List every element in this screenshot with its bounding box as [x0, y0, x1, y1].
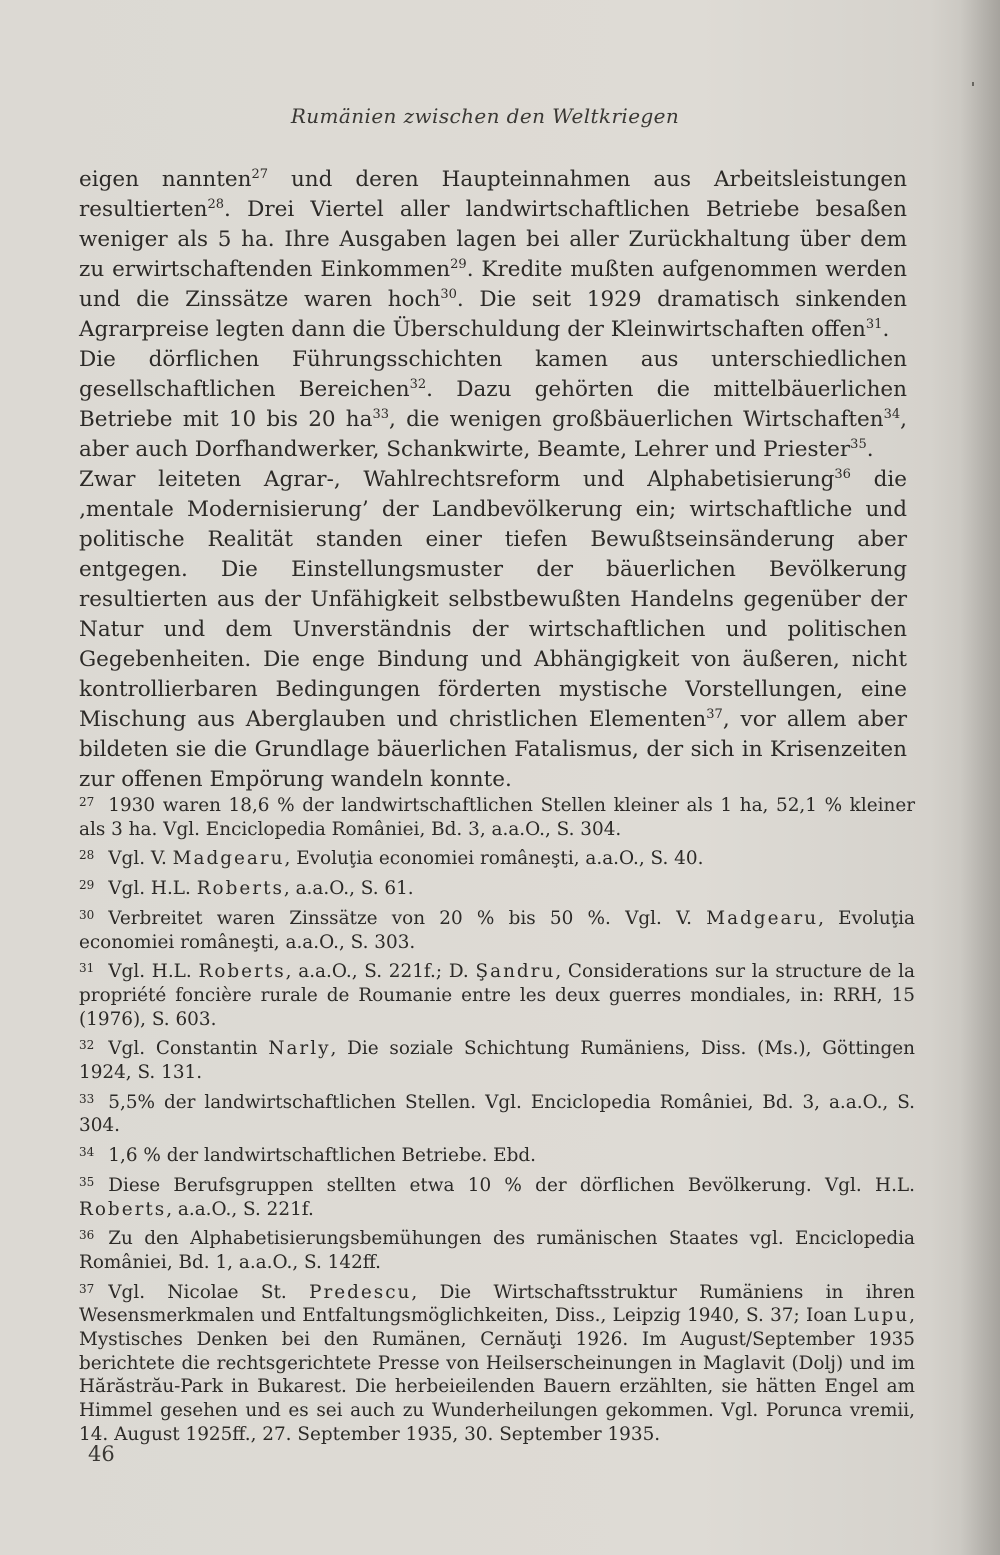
footnote-number: 29 [79, 878, 95, 893]
footnote-text: Vgl. Nicolae St. [108, 1281, 310, 1303]
footnote-text: Vgl. Constantin [108, 1038, 269, 1060]
footnote-text: , a.a.O., S. 61. [283, 878, 414, 900]
footnote-31 [79, 957, 915, 1031]
footnote-35 [79, 1171, 915, 1221]
footnote-ref[interactable]: 27 [251, 167, 268, 182]
footnote-number: 35 [79, 1174, 95, 1189]
footnote-text: Verbreitet waren Zinssätze von 20 % bis 50 %. Vgl. V. [108, 907, 707, 929]
footnote-number: 27 [79, 795, 95, 809]
footnote-author: Madgearu [706, 907, 819, 929]
footnote-author: Madgearu [172, 848, 285, 870]
text-run: . [882, 317, 890, 342]
paragraph-3 [79, 465, 907, 795]
text-run: und deren Haupteinnahmen aus Arbeitsleistungen resultierten [79, 167, 907, 222]
text-run: eigen nannten [79, 167, 252, 192]
footnote-text: 5,5% der landwirtschaftlichen Stellen. Vgl. Enciclopedia României, Bd. 3, a.a.O., S. 304. [79, 1091, 915, 1137]
page-mark [972, 82, 974, 86]
text-run: , die wenigen großbäuerlichen Wirtschaften [389, 407, 884, 432]
footnote-ref[interactable]: 33 [372, 407, 390, 422]
text-run: , aber auch Dorfhandwerker, Schankwirte, Beamte, Lehrer und Priester [79, 407, 907, 462]
text-run: . Drei Viertel aller landwirtschaftlichen Betriebe besaßen weniger als 5 ha. Ihre Ausgaben lagen bei aller Zurückhaltung über dem zu erwirtschaftenden Einkommen [79, 197, 907, 282]
footnote-text: , Die soziale Schichtung Rumäniens, Diss. (Ms.), Göttingen 1924, S. 131. [79, 1038, 916, 1084]
footnote-author: Şandru [475, 961, 556, 983]
footnote-author: Narly [268, 1038, 331, 1060]
page-number: 46 [88, 1442, 115, 1466]
footnote-29 [79, 874, 915, 901]
footnote-ref[interactable]: 34 [883, 407, 901, 422]
footnote-ref[interactable]: 30 [440, 287, 457, 302]
paragraph-1 [79, 165, 907, 345]
body-text [79, 165, 907, 795]
text-run: die ‚mentale Modernisierung’ der Landbevölkerung ein; wirtschaftliche und politische Realität standen einer tiefen Bewußtseinsänderung aber entgegen. Die Einstellungsmuster der bäuerlichen Bevölkerung resultierten aus der Unfähigkeit selbstbewußten Handelns gegenüber der Natur und dem Unverständnis der wirtschaftlichen und politischen Gegebenheiten. Die enge Bindung und Abhängigkeit von äußeren, nicht kontrollierbaren Bedingungen förderten mystische Vorstellungen, eine Mischung aus Aberglauben und christlichen Elementen [79, 467, 907, 732]
footnotes [79, 791, 915, 1450]
text-run: . Dazu gehörten die mittelbäuerlichen Betriebe mit 10 bis 20 ha [79, 377, 907, 432]
text-run: . [866, 437, 874, 462]
footnote-30 [79, 904, 915, 954]
footnote-number: 33 [79, 1091, 95, 1106]
footnote-text: , Evoluţia economiei româneşti, a.a.O., S. 303. [79, 907, 915, 953]
footnote-33 [79, 1088, 915, 1138]
footnote-ref[interactable]: 32 [409, 377, 427, 392]
footnote-author: Lupu [853, 1305, 910, 1327]
footnote-27 [79, 791, 915, 841]
footnote-number: 32 [79, 1038, 95, 1053]
footnote-text: , Die Wirtschaftsstruktur Rumäniens in ihren Wesensmerkmalen und Entfaltungsmöglichkeiten, Diss., Leipzig 1940, S. 37; Ioan [79, 1281, 916, 1327]
footnote-text: Vgl. V. [108, 848, 173, 870]
footnote-text: Zu den Alphabetisierungsbemühungen des rumänischen Staates vgl. Enciclopedia României, Bd. 1, a.a.O., S. 142ff. [79, 1228, 915, 1273]
footnote-36 [79, 1224, 915, 1274]
footnote-text: , Evoluţia economiei româneşti, a.a.O., S. 40. [284, 848, 704, 870]
footnote-28 [79, 844, 915, 871]
footnote-ref[interactable]: 29 [450, 257, 467, 272]
text-run: . Die seit 1929 dramatisch sinkenden Agrarpreise legten dann die Überschuldung der Kleinwirtschaften offen [79, 287, 907, 342]
footnote-author: Roberts [198, 961, 286, 983]
footnote-number: 30 [79, 907, 95, 922]
footnote-number: 36 [79, 1228, 95, 1243]
footnote-text: , Considerations sur la structure de la propriété foncière rurale de Roumanie entre les deux guerres mondiales, in: RRH, 15 (1976), S. 603. [79, 961, 915, 1030]
footnote-author: Predescu [309, 1281, 412, 1303]
text-run: Die dörflichen Führungsschichten kamen aus unterschiedlichen gesellschaftlichen Bereichen [79, 347, 907, 402]
footnote-ref[interactable]: 35 [850, 437, 867, 452]
footnote-ref[interactable]: 31 [865, 317, 883, 332]
footnote-text: 1,6 % der landwirtschaftlichen Betriebe. Ebd. [108, 1145, 536, 1167]
footnote-text: , Mystisches Denken bei den Rumänen, Cernăuţi 1926. Im August/September 1935 berichtete die rechtsgerichtete Presse von Heilserscheinungen in Maglavit (Dolj) und im Hărăstrău-Park in Bukarest. Die herbeieilenden Bauern erzählten, sie hätten Engel am Himmel gesehen und es sei auch zu Wunderheilungen gekommen. Vgl. Porunca vremii, 14. August 1925ff., 27. September 1935, 30. September 1935. [79, 1305, 915, 1445]
footnote-number: 31 [79, 961, 95, 976]
footnote-text: Vgl. H.L. [108, 961, 199, 983]
footnote-author: Roberts [196, 878, 284, 900]
footnote-text: 1930 waren 18,6 % der landwirtschaftlichen Stellen kleiner als 1 ha, 52,1 % kleiner als 3 ha. Vgl. Enciclopedia României, Bd. 3, a.a.O., S. 304. [79, 795, 915, 840]
footnote-text: , a.a.O., S. 221f.; D. [285, 961, 476, 983]
footnote-number: 37 [79, 1281, 95, 1296]
footnote-ref[interactable]: 28 [207, 197, 225, 212]
footnote-37 [79, 1278, 915, 1447]
text-run: . Kredite mußten aufgenommen werden und die Zinssätze waren hoch [79, 257, 907, 312]
text-run: , vor allem aber bildeten sie die Grundlage bäuerlichen Fatalismus, der sich in Krisenzeiten zur offenen Empörung wandeln konnte. [79, 707, 907, 792]
text-run: Zwar leiteten Agrar-, Wahlrechtsreform und Alphabetisierung [79, 467, 835, 492]
footnote-ref[interactable]: 37 [706, 707, 723, 722]
footnote-text: , a.a.O., S. 221f. [166, 1198, 314, 1220]
footnote-author: Roberts [79, 1198, 167, 1220]
footnote-ref[interactable]: 36 [834, 467, 851, 482]
footnote-32 [79, 1034, 915, 1084]
paragraph-2 [79, 345, 907, 465]
footnote-text: Vgl. H.L. [108, 878, 197, 900]
footnote-text: Diese Berufsgruppen stellten etwa 10 % der dörflichen Bevölkerung. Vgl. H.L. [108, 1174, 915, 1196]
footnote-34 [79, 1141, 915, 1168]
footnote-number: 34 [79, 1145, 95, 1160]
footnote-number: 28 [79, 848, 95, 863]
running-head: Rumänien zwischen den Weltkriegen [290, 104, 680, 128]
